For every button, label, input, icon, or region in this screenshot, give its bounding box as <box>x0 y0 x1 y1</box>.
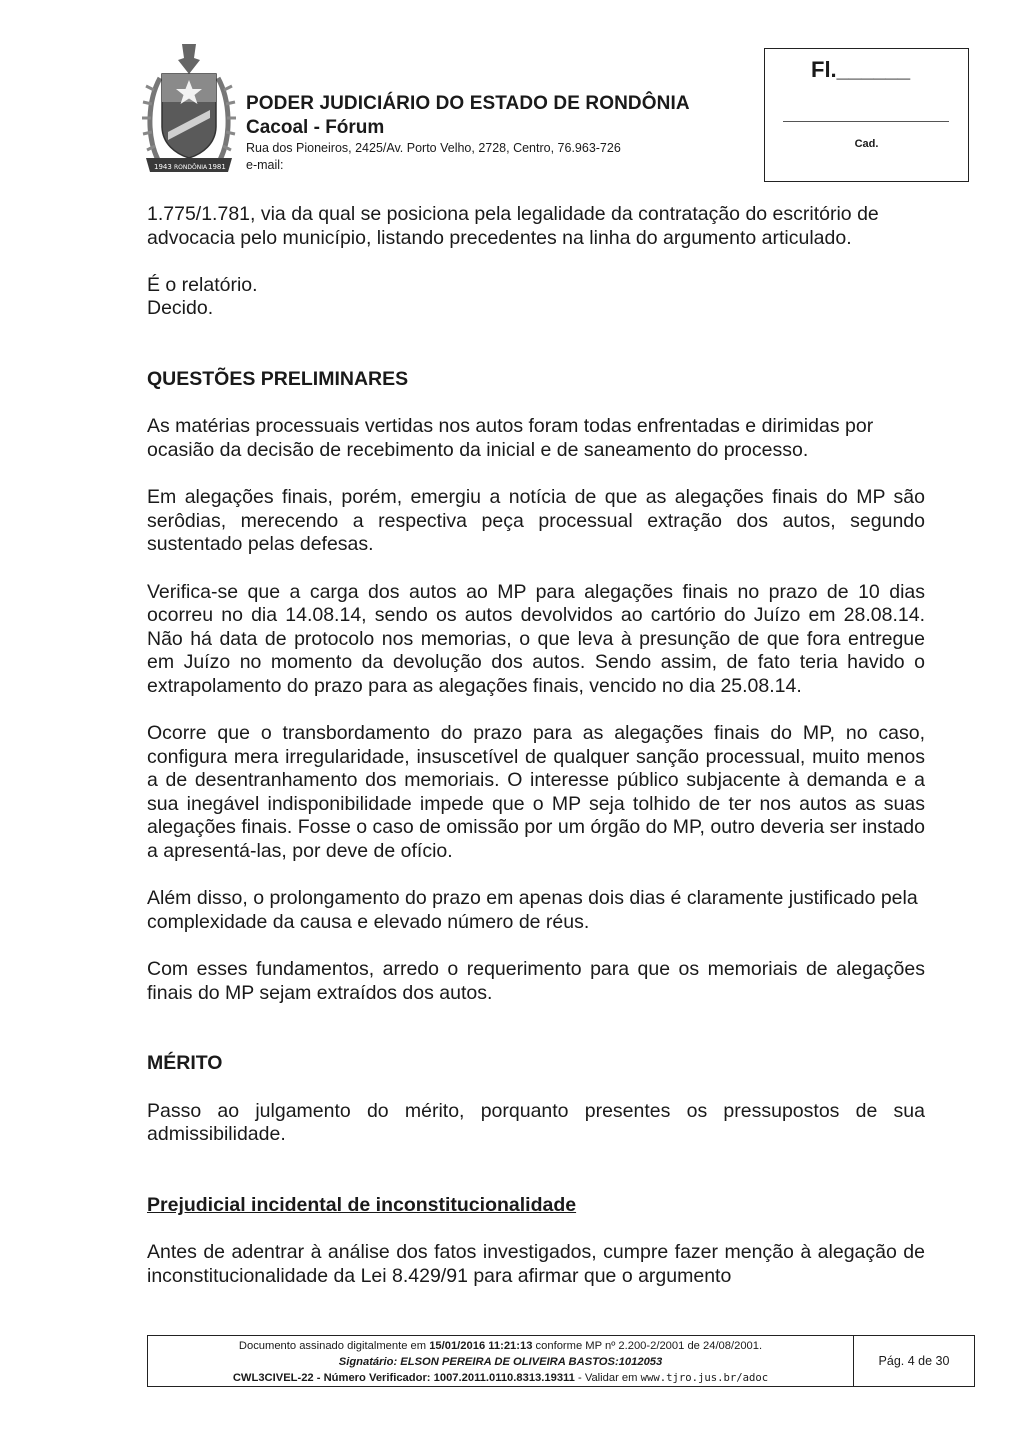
crest-ribbon-text: RONDÔNIA <box>174 164 208 171</box>
signed-datetime: 15/01/2016 11:21:13 <box>429 1340 533 1352</box>
folio-stamp-box <box>764 48 969 182</box>
paragraph: Em alegações finais, porém, emergiu a notícia de que as alegações finais do MP são serôdias, merecendo a respectiva peça processual extração dos autos, segundo sustentado pelas defesas. <box>147 486 925 556</box>
paragraph: Antes de adentrar à análise dos fatos investigados, cumpre fazer menção à alegação de inconstitucionalidade da Lei 8.429/91 para afirmar que o argumento <box>147 1241 925 1287</box>
signature-footer <box>147 1335 975 1387</box>
court-location: Cacoal - Fórum <box>246 117 385 138</box>
signatory-line <box>148 1354 853 1370</box>
folio-signature-line <box>783 121 949 122</box>
section-heading-preliminares: QUESTÕES PRELIMINARES <box>147 368 409 391</box>
verifier-line <box>148 1370 853 1386</box>
paragraph: Ocorre que o transbordamento do prazo para as alegações finais do MP, no caso, configura mera irregularidade, insuscetível de qualquer sanção processual, muito menos a de desentranhamento dos memoriais. O interesse público subjacente à demanda e a sua inegável indisponibilidade impede que o MP seja tolhido de ter nos autos as suas alegações finais. Fosse o caso de omissão por um órgão do MP, outro deveria ser instado a apresentá-las, por deve de ofício. <box>147 722 925 863</box>
decido-line: Decido. <box>147 297 214 320</box>
signed-suffix: conforme MP nº 2.200-2/2001 de 24/08/2001. <box>532 1340 763 1352</box>
paragraph-intro: 1.775/1.781, via da qual se posiciona pela legalidade da contratação do escritório de advocacia pelo município, listando precedentes na linha do argumento articulado. <box>147 203 879 249</box>
state-coat-of-arms-icon <box>140 40 238 180</box>
page-number: Pág. 4 de 30 <box>878 1354 950 1368</box>
court-email-label: e-mail: <box>246 158 284 172</box>
document-body <box>147 203 925 1312</box>
signed-prefix: Documento assinado digitalmente em <box>238 1340 430 1352</box>
section-heading-prejudicial: Prejudicial incidental de inconstitucionalidade <box>147 1193 577 1216</box>
relatorio-line: É o relatório. <box>147 273 258 296</box>
paragraph: Passo ao julgamento do mérito, porquanto presentes os pressupostos de sua admissibilidade. <box>147 1099 925 1146</box>
crest-year-right: 1981 <box>208 163 226 171</box>
crest-year-left: 1943 <box>154 163 172 171</box>
folio-label: Fl.______ <box>811 57 911 82</box>
paragraph: Com esses fundamentos, arredo o requerimento para que os memoriais de alegações finais do MP sejam extraídos dos autos. <box>147 958 925 1004</box>
verifier-number: CWL3CIVEL-22 - Número Verificador: 1007.2011.0110.8313.19311 <box>232 1372 575 1384</box>
signatory: Signatário: ELSON PEREIRA DE OLIVEIRA BASTOS:1012053 <box>338 1356 663 1368</box>
paragraph: Verifica-se que a carga dos autos ao MP para alegações finais no prazo de 10 dias ocorreu no dia 14.08.14, sendo os autos devolvidos ao cartório do Juízo em 28.08.14. Não há data de protocolo nos memorias, o que leva à presunção de que fora entregue em Juízo no momento da devolução dos autos. Sendo assim, de fato teria havido o extrapolamento do prazo para as alegações finais, vencido no dia 25.08.14. <box>147 580 925 697</box>
institution-title: PODER JUDICIÁRIO DO ESTADO DE RONDÔNIA <box>246 93 690 114</box>
validate-url-link[interactable]: www.tjro.jus.br/adoc <box>640 1372 769 1384</box>
cad-label: Cad. <box>854 138 879 150</box>
court-address: Rua dos Pioneiros, 2425/Av. Porto Velho, 2728, Centro, 76.963-726 <box>246 141 621 155</box>
signature-date-line <box>148 1338 853 1354</box>
paragraph: As matérias processuais vertidas nos autos foram todas enfrentadas e dirimidas por ocasião da decisão de recebimento da inicial e de saneamento do processo. <box>147 415 874 461</box>
signature-info <box>148 1336 854 1386</box>
section-heading-merito: MÉRITO <box>147 1052 223 1075</box>
paragraph: Além disso, o prolongamento do prazo em apenas dois dias é claramente justificado pela complexidade da causa e elevado número de réus. <box>147 887 918 933</box>
validate-prefix: - Validar em <box>574 1372 641 1384</box>
